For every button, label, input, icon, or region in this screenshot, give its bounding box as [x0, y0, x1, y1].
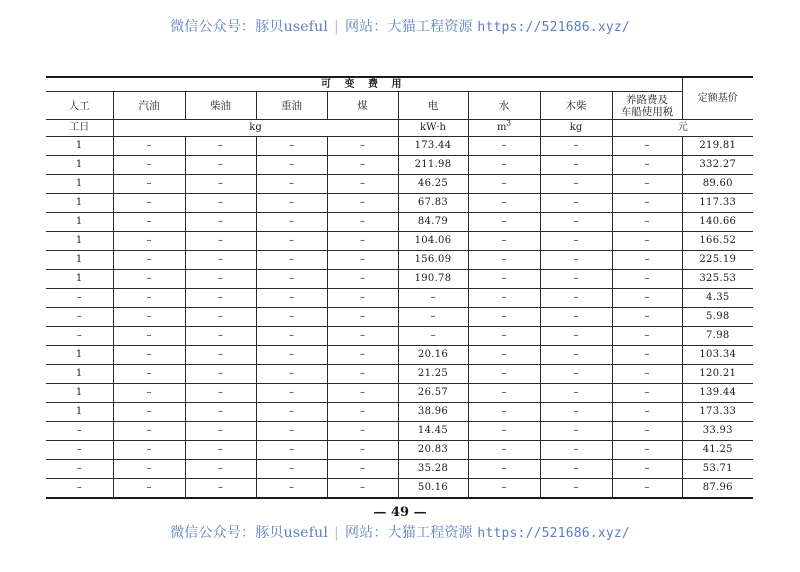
cell-gasoline: – [113, 441, 185, 460]
table-row [46, 384, 753, 403]
cell-diesel: – [185, 232, 256, 251]
cell-road-tax: – [612, 346, 682, 365]
watermark-site-label: 网站：大猫工程资源 [344, 525, 473, 541]
table-row [46, 327, 753, 346]
cell-base-price: 103.34 [682, 346, 753, 365]
table-row [46, 422, 753, 441]
cell-electricity: 104.06 [398, 232, 468, 251]
cell-coal: – [327, 156, 398, 175]
cell-labor: – [46, 441, 113, 460]
cell-heavy-oil: – [256, 156, 327, 175]
unit-water [468, 120, 540, 137]
cell-road-tax: – [612, 441, 682, 460]
cell-coal: – [327, 175, 398, 194]
cell-gasoline: – [113, 327, 185, 346]
cell-diesel: – [185, 175, 256, 194]
cell-firewood: – [540, 137, 612, 156]
cell-diesel: – [185, 479, 256, 499]
cell-coal: – [327, 327, 398, 346]
cell-road-tax: – [612, 213, 682, 232]
cell-diesel: – [185, 422, 256, 441]
cell-base-price: 120.21 [682, 365, 753, 384]
cell-electricity: 20.83 [398, 441, 468, 460]
cell-labor: 1 [46, 213, 113, 232]
cell-water: – [468, 441, 540, 460]
cell-firewood: – [540, 479, 612, 499]
cell-water: – [468, 327, 540, 346]
watermark-separator: | [334, 19, 339, 35]
cell-gasoline: – [113, 308, 185, 327]
cell-base-price: 332.27 [682, 156, 753, 175]
watermark-bottom [0, 522, 800, 542]
cell-road-tax: – [612, 403, 682, 422]
cell-heavy-oil: – [256, 365, 327, 384]
cell-heavy-oil: – [256, 251, 327, 270]
cell-water: – [468, 251, 540, 270]
unit-fuel: kg [113, 120, 398, 137]
cell-water: – [468, 365, 540, 384]
header-water: 水 [468, 92, 540, 120]
table-row [46, 403, 753, 422]
cell-electricity: 173.44 [398, 137, 468, 156]
cell-gasoline: – [113, 403, 185, 422]
cell-gasoline: – [113, 137, 185, 156]
unit-money: 元 [612, 120, 753, 137]
cell-gasoline: – [113, 384, 185, 403]
header-diesel: 柴油 [185, 92, 256, 120]
cell-gasoline: – [113, 251, 185, 270]
unit-electricity: kW·h [398, 120, 468, 137]
cell-base-price: 89.60 [682, 175, 753, 194]
page-number: — 49 — [373, 505, 427, 520]
cell-firewood: – [540, 384, 612, 403]
cell-gasoline: – [113, 213, 185, 232]
cell-road-tax: – [612, 194, 682, 213]
cell-gasoline: – [113, 194, 185, 213]
cell-electricity: 156.09 [398, 251, 468, 270]
cell-labor: 1 [46, 251, 113, 270]
header-base-price: 定额基价 [682, 77, 753, 120]
cell-diesel: – [185, 194, 256, 213]
cell-road-tax: – [612, 270, 682, 289]
cell-electricity: – [398, 289, 468, 308]
cell-diesel: – [185, 270, 256, 289]
cell-base-price: 53.71 [682, 460, 753, 479]
unit-firewood: kg [540, 120, 612, 137]
cell-labor: 1 [46, 346, 113, 365]
cell-firewood: – [540, 175, 612, 194]
unit-water-sup: 3 [506, 119, 511, 128]
cell-base-price: 41.25 [682, 441, 753, 460]
cell-heavy-oil: – [256, 384, 327, 403]
cell-water: – [468, 137, 540, 156]
cell-road-tax: – [612, 156, 682, 175]
cell-electricity: 46.25 [398, 175, 468, 194]
cell-diesel: – [185, 384, 256, 403]
cell-water: – [468, 460, 540, 479]
cell-gasoline: – [113, 460, 185, 479]
cell-heavy-oil: – [256, 194, 327, 213]
cell-water: – [468, 289, 540, 308]
cell-diesel: – [185, 327, 256, 346]
table-row [46, 365, 753, 384]
cell-electricity: 38.96 [398, 403, 468, 422]
cell-coal: – [327, 422, 398, 441]
watermark-prefix: 微信公众号：豚贝useful [170, 525, 329, 541]
cell-firewood: – [540, 422, 612, 441]
cell-road-tax: – [612, 232, 682, 251]
table-row [46, 175, 753, 194]
cell-gasoline: – [113, 175, 185, 194]
cell-electricity: 211.98 [398, 156, 468, 175]
header-road-tax-line2: 车船使用税 [620, 105, 674, 118]
table-row [46, 289, 753, 308]
cell-base-price: 5.98 [682, 308, 753, 327]
cell-firewood: – [540, 213, 612, 232]
cell-base-price: 166.52 [682, 232, 753, 251]
cell-coal: – [327, 346, 398, 365]
cell-labor: – [46, 479, 113, 499]
cell-base-price: 140.66 [682, 213, 753, 232]
cell-diesel: – [185, 308, 256, 327]
watermark-url[interactable]: https://521686.xyz/ [477, 20, 630, 35]
cell-heavy-oil: – [256, 479, 327, 499]
cell-coal: – [327, 403, 398, 422]
table-row [46, 156, 753, 175]
table-row [46, 441, 753, 460]
cell-electricity: 14.45 [398, 422, 468, 441]
cell-heavy-oil: – [256, 403, 327, 422]
cell-labor: – [46, 422, 113, 441]
cell-heavy-oil: – [256, 327, 327, 346]
cell-firewood: – [540, 232, 612, 251]
cell-diesel: – [185, 346, 256, 365]
cell-gasoline: – [113, 232, 185, 251]
cell-heavy-oil: – [256, 232, 327, 251]
watermark-site-label: 网站：大猫工程资源 [344, 19, 473, 35]
cell-firewood: – [540, 308, 612, 327]
cell-heavy-oil: – [256, 308, 327, 327]
cell-diesel: – [185, 251, 256, 270]
cell-labor: 1 [46, 270, 113, 289]
table-row [46, 251, 753, 270]
cell-road-tax: – [612, 479, 682, 499]
cell-road-tax: – [612, 327, 682, 346]
header-electricity: 电 [398, 92, 468, 120]
cell-water: – [468, 479, 540, 499]
cell-labor: 1 [46, 137, 113, 156]
quota-table [46, 76, 753, 499]
variable-costs-title: 可 变 费 用 [46, 77, 682, 92]
cell-heavy-oil: – [256, 175, 327, 194]
table-row [46, 346, 753, 365]
cell-gasoline: – [113, 156, 185, 175]
cell-road-tax: – [612, 422, 682, 441]
cell-base-price: 4.35 [682, 289, 753, 308]
cell-road-tax: – [612, 289, 682, 308]
cell-heavy-oil: – [256, 213, 327, 232]
cell-gasoline: – [113, 289, 185, 308]
cell-electricity: – [398, 327, 468, 346]
cell-base-price: 7.98 [682, 327, 753, 346]
cell-coal: – [327, 213, 398, 232]
cell-road-tax: – [612, 384, 682, 403]
cell-firewood: – [540, 156, 612, 175]
cell-heavy-oil: – [256, 289, 327, 308]
cell-labor: 1 [46, 384, 113, 403]
cell-heavy-oil: – [256, 460, 327, 479]
cell-diesel: – [185, 403, 256, 422]
cell-coal: – [327, 308, 398, 327]
cell-labor: 1 [46, 175, 113, 194]
unit-row [46, 120, 753, 137]
table-row [46, 460, 753, 479]
cell-coal: – [327, 289, 398, 308]
cell-diesel: – [185, 441, 256, 460]
cell-diesel: – [185, 213, 256, 232]
table-row [46, 308, 753, 327]
cell-road-tax: – [612, 308, 682, 327]
cell-diesel: – [185, 460, 256, 479]
cell-heavy-oil: – [256, 270, 327, 289]
cell-water: – [468, 213, 540, 232]
cell-electricity: – [398, 308, 468, 327]
cell-water: – [468, 384, 540, 403]
cell-gasoline: – [113, 365, 185, 384]
cell-base-price: 33.93 [682, 422, 753, 441]
watermark-prefix: 微信公众号：豚贝useful [170, 19, 329, 35]
cell-labor: – [46, 327, 113, 346]
cell-base-price: 117.33 [682, 194, 753, 213]
cell-base-price: 139.44 [682, 384, 753, 403]
cell-firewood: – [540, 194, 612, 213]
header-firewood: 木柴 [540, 92, 612, 120]
cell-water: – [468, 422, 540, 441]
cell-road-tax: – [612, 460, 682, 479]
cell-water: – [468, 194, 540, 213]
table-row [46, 479, 753, 499]
table-row [46, 194, 753, 213]
watermark-url[interactable]: https://521686.xyz/ [477, 526, 630, 541]
cell-heavy-oil: – [256, 422, 327, 441]
cell-electricity: 35.28 [398, 460, 468, 479]
unit-labor: 工日 [46, 120, 113, 137]
table-row [46, 137, 753, 156]
cell-firewood: – [540, 365, 612, 384]
header-gasoline: 汽油 [113, 92, 185, 120]
cell-labor: – [46, 308, 113, 327]
cell-base-price: 225.19 [682, 251, 753, 270]
cell-heavy-oil: – [256, 346, 327, 365]
cell-electricity: 67.83 [398, 194, 468, 213]
cell-labor: – [46, 289, 113, 308]
cell-heavy-oil: – [256, 441, 327, 460]
header-road-tax-line1: 养路费及 [626, 93, 669, 106]
cell-labor: 1 [46, 194, 113, 213]
cell-base-price: 87.96 [682, 479, 753, 499]
cell-water: – [468, 270, 540, 289]
header-coal: 煤 [327, 92, 398, 120]
cell-coal: – [327, 479, 398, 499]
cell-road-tax: – [612, 365, 682, 384]
unit-water-base: m [497, 122, 507, 133]
cell-coal: – [327, 270, 398, 289]
cell-heavy-oil: – [256, 137, 327, 156]
cell-coal: – [327, 251, 398, 270]
cell-coal: – [327, 194, 398, 213]
cell-firewood: – [540, 270, 612, 289]
cell-diesel: – [185, 365, 256, 384]
cell-base-price: 173.33 [682, 403, 753, 422]
cell-diesel: – [185, 289, 256, 308]
table-row [46, 213, 753, 232]
table-row [46, 270, 753, 289]
cell-base-price: 219.81 [682, 137, 753, 156]
cell-water: – [468, 308, 540, 327]
cell-water: – [468, 403, 540, 422]
cell-firewood: – [540, 327, 612, 346]
cell-water: – [468, 346, 540, 365]
cell-electricity: 50.16 [398, 479, 468, 499]
cell-labor: – [46, 460, 113, 479]
cell-firewood: – [540, 441, 612, 460]
cell-firewood: – [540, 289, 612, 308]
watermark-separator: | [334, 525, 339, 541]
cell-coal: – [327, 460, 398, 479]
cell-coal: – [327, 365, 398, 384]
cell-diesel: – [185, 137, 256, 156]
group-header-row [46, 77, 753, 92]
cell-labor: 1 [46, 365, 113, 384]
cell-gasoline: – [113, 422, 185, 441]
cell-gasoline: – [113, 479, 185, 499]
header-labor: 人工 [46, 92, 113, 120]
cell-water: – [468, 232, 540, 251]
cell-coal: – [327, 232, 398, 251]
cell-labor: 1 [46, 403, 113, 422]
cell-coal: – [327, 137, 398, 156]
cell-electricity: 84.79 [398, 213, 468, 232]
watermark-top [0, 16, 800, 36]
cell-water: – [468, 156, 540, 175]
cell-firewood: – [540, 346, 612, 365]
column-header-row [46, 92, 753, 120]
cell-water: – [468, 175, 540, 194]
cell-labor: 1 [46, 156, 113, 175]
cell-diesel: – [185, 156, 256, 175]
cell-firewood: – [540, 403, 612, 422]
cell-electricity: 190.78 [398, 270, 468, 289]
cell-base-price: 325.53 [682, 270, 753, 289]
table-row [46, 232, 753, 251]
cell-firewood: – [540, 251, 612, 270]
header-road-tax [612, 92, 682, 120]
cell-road-tax: – [612, 175, 682, 194]
cell-firewood: – [540, 460, 612, 479]
cell-gasoline: – [113, 270, 185, 289]
header-heavy-oil: 重油 [256, 92, 327, 120]
cell-labor: 1 [46, 232, 113, 251]
cell-electricity: 26.57 [398, 384, 468, 403]
cell-road-tax: – [612, 137, 682, 156]
cell-electricity: 21.25 [398, 365, 468, 384]
cell-road-tax: – [612, 251, 682, 270]
cell-gasoline: – [113, 346, 185, 365]
cell-coal: – [327, 384, 398, 403]
cell-coal: – [327, 441, 398, 460]
cell-electricity: 20.16 [398, 346, 468, 365]
